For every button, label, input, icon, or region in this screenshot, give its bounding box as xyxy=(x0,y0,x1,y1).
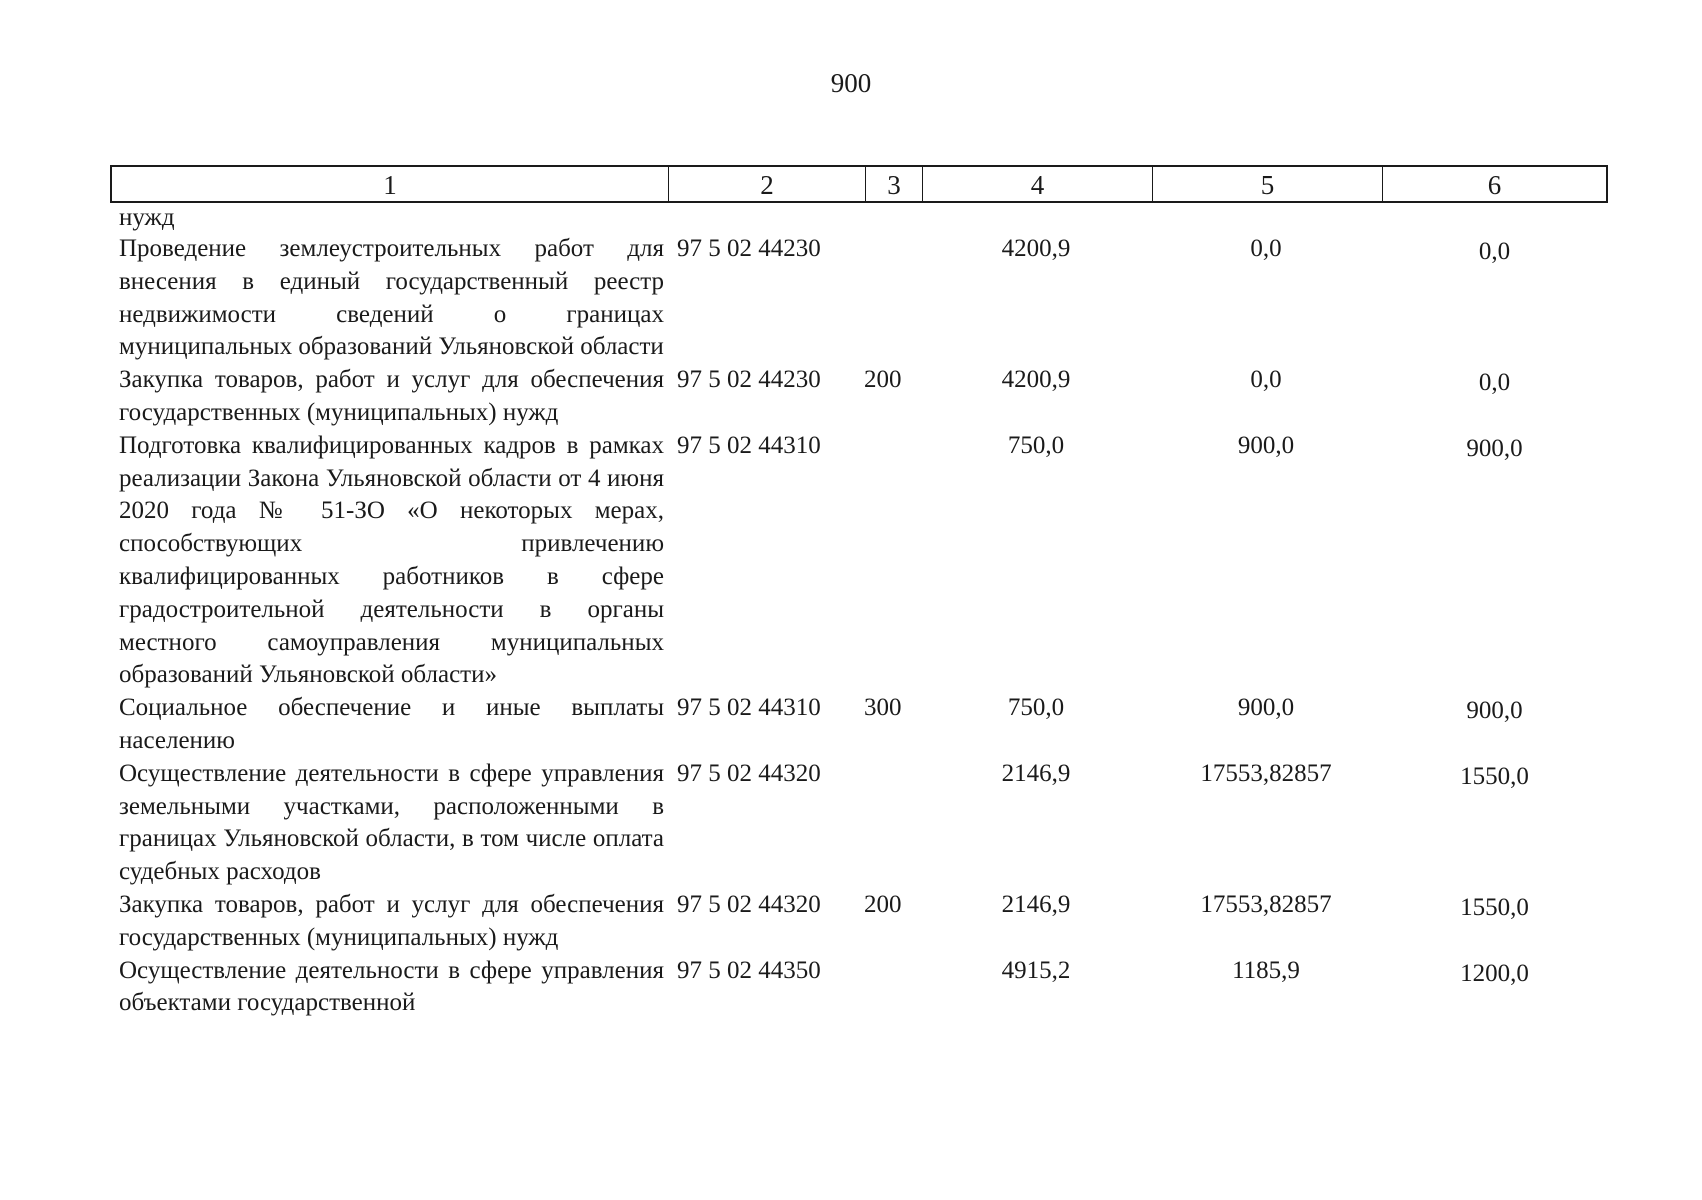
row-value-col6: 900,0 xyxy=(1466,697,1523,725)
row-value-col4: 4200,9 xyxy=(1001,235,1071,262)
row-value-col6: 1550,0 xyxy=(1460,893,1529,921)
table-row xyxy=(110,758,1608,889)
row-value-col5: 0,0 xyxy=(1250,366,1282,394)
row-code: 97 5 02 44320 xyxy=(677,759,821,787)
column-header-4: 4 xyxy=(923,167,1153,201)
table-row xyxy=(110,430,1608,692)
row-expense-type xyxy=(862,758,921,889)
table-body xyxy=(110,203,1608,1020)
row-code: 97 5 02 44350 xyxy=(677,956,821,984)
row-value-col4 xyxy=(921,203,1151,233)
column-header-5: 5 xyxy=(1153,167,1383,201)
row-value-col6: 1200,0 xyxy=(1460,959,1529,987)
row-name: Закупка товаров, работ и услуг для обеспечения государственных (муниципальных) нужд xyxy=(119,366,664,426)
row-value-col5: 0,0 xyxy=(1250,235,1282,262)
row-name: нужд xyxy=(119,204,175,231)
row-value-col4: 750,0 xyxy=(1007,431,1065,459)
row-value-col6: 0,0 xyxy=(1478,238,1511,265)
row-expense-type xyxy=(862,233,921,364)
row-expense-type: 300 xyxy=(864,694,902,722)
row-code: 97 5 02 44310 xyxy=(677,694,821,722)
row-value-col4: 2146,9 xyxy=(1001,890,1071,918)
row-name: Закупка товаров, работ и услуг для обеспечения государственных (муниципальных) нужд xyxy=(119,890,664,951)
column-header-1: 1 xyxy=(112,167,669,201)
row-value-col6 xyxy=(1381,203,1608,233)
column-header-3: 3 xyxy=(866,167,923,201)
row-name: Проведение землеустроительных работ для внесения в единый государственный реестр недвижимости сведений о границах муниципальных образований Ульяновской области xyxy=(119,235,664,361)
row-expense-type xyxy=(862,430,921,692)
row-name: Подготовка квалифицированных кадров в рамках реализации Закона Ульяновской области от 4 июня 2020 года № 51-ЗО «О некоторых мерах, способствующих привлечению квалифицированных работников в сфере градостроительной деятельности в органы местного самоуправления муниципальных образований Ульяновской области» xyxy=(119,431,664,689)
row-value-col5: 900,0 xyxy=(1237,431,1295,459)
row-value-col5: 17553,82857 xyxy=(1200,759,1332,787)
page-number: 900 xyxy=(830,68,872,98)
table-row xyxy=(110,692,1608,758)
row-value-col5: 900,0 xyxy=(1237,694,1295,722)
row-code: 97 5 02 44230 xyxy=(677,235,821,262)
row-expense-type: 200 xyxy=(864,366,902,394)
table-row xyxy=(110,203,1608,233)
row-code: 97 5 02 44320 xyxy=(677,890,821,918)
row-name: Осуществление деятельности в сфере управления земельными участками, расположенными в границах Ульяновской области, в том числе оплата судебных расходов xyxy=(119,759,664,886)
row-code: 97 5 02 44230 xyxy=(677,366,821,394)
row-expense-type: 200 xyxy=(864,890,902,918)
row-value-col4: 4915,2 xyxy=(1001,956,1071,984)
table-header xyxy=(110,165,1608,203)
row-value-col6: 0,0 xyxy=(1478,369,1511,397)
table-row xyxy=(110,233,1608,364)
row-value-col5: 1185,9 xyxy=(1232,956,1300,984)
row-value-col5 xyxy=(1151,203,1381,233)
row-value-col5: 17553,82857 xyxy=(1200,890,1332,918)
table-row xyxy=(110,889,1608,955)
row-value-col6: 1550,0 xyxy=(1460,762,1529,790)
row-name: Социальное обеспечение и иные выплаты населению xyxy=(119,694,664,754)
row-code xyxy=(667,203,862,233)
row-value-col4: 2146,9 xyxy=(1001,759,1071,787)
row-expense-type xyxy=(862,955,921,1021)
row-expense-type xyxy=(862,203,921,233)
row-name: Осуществление деятельности в сфере управления объектами государственной xyxy=(119,956,664,1017)
row-code: 97 5 02 44310 xyxy=(677,431,821,459)
table-row xyxy=(110,364,1608,430)
column-header-6: 6 xyxy=(1487,170,1502,200)
row-value-col4: 4200,9 xyxy=(1001,366,1071,394)
row-value-col4: 750,0 xyxy=(1007,694,1065,722)
table-row xyxy=(110,955,1608,1021)
column-header-2: 2 xyxy=(669,167,866,201)
row-value-col6: 900,0 xyxy=(1466,434,1523,462)
